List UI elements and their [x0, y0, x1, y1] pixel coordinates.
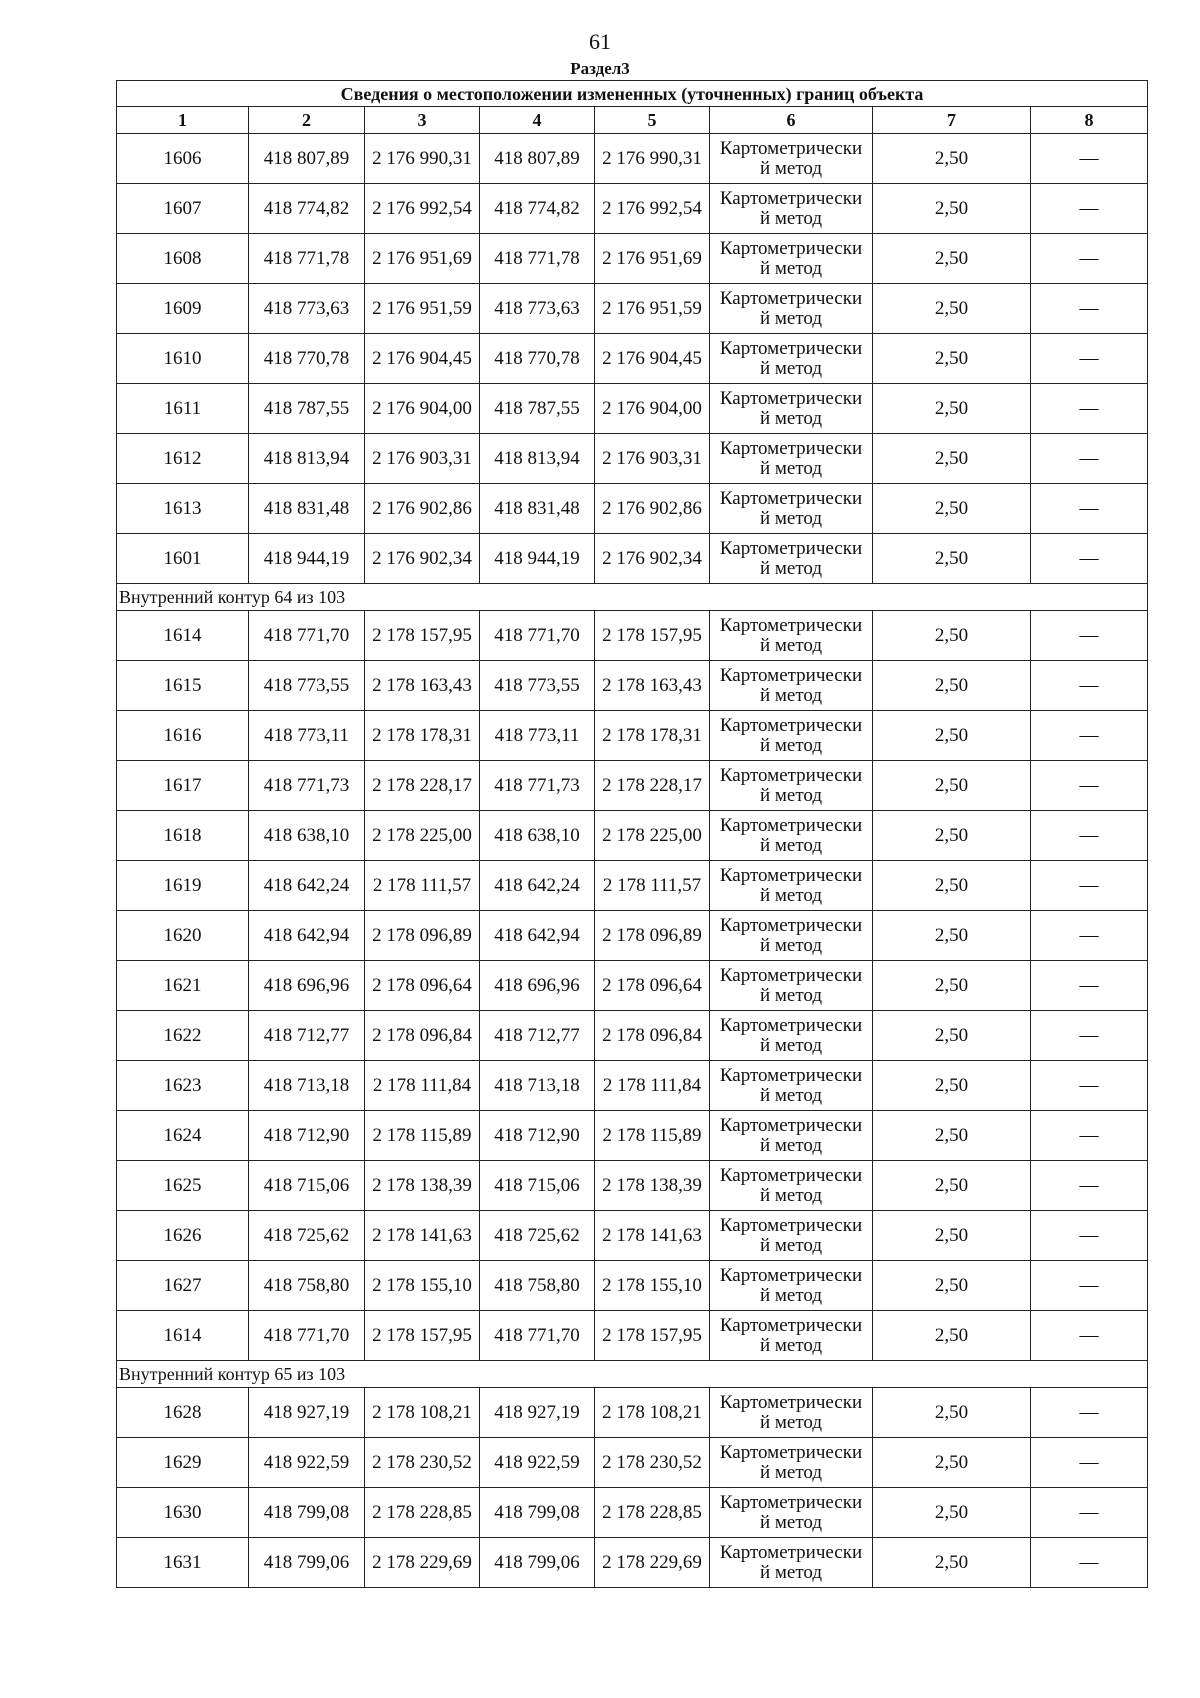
table-cell: 2,50 — [873, 434, 1031, 484]
table-cell: Картометрически й метод — [710, 1011, 873, 1061]
table-cell: 1617 — [117, 761, 249, 811]
table-row — [117, 1161, 1148, 1211]
table-row — [117, 911, 1148, 961]
table-cell: 2 178 108,21 — [365, 1388, 480, 1438]
table-cell: 2,50 — [873, 1261, 1031, 1311]
table-cell: — — [1031, 761, 1148, 811]
table-cell: 418 758,80 — [249, 1261, 365, 1311]
table-cell: 418 638,10 — [480, 811, 595, 861]
table-cell: 418 922,59 — [249, 1438, 365, 1488]
table-cell: 2 178 228,85 — [595, 1488, 710, 1538]
table-cell: 1619 — [117, 861, 249, 911]
table-cell: 2 178 141,63 — [365, 1211, 480, 1261]
table-cell: 2 176 903,31 — [365, 434, 480, 484]
table-cell: Картометрически й метод — [710, 234, 873, 284]
table-row — [117, 1261, 1148, 1311]
table-cell: 418 807,89 — [480, 134, 595, 184]
table-cell: 418 725,62 — [249, 1211, 365, 1261]
table-cell: 2,50 — [873, 961, 1031, 1011]
contour-group-row — [117, 584, 1148, 611]
table-cell: 418 725,62 — [480, 1211, 595, 1261]
table-cell: 2 178 157,95 — [595, 1311, 710, 1361]
table-cell: Картометрически й метод — [710, 1061, 873, 1111]
table-cell: 418 922,59 — [480, 1438, 595, 1488]
table-cell: 2 178 138,39 — [365, 1161, 480, 1211]
table-row — [117, 184, 1148, 234]
table-cell: 418 642,94 — [249, 911, 365, 961]
table-cell: 2 178 111,57 — [365, 861, 480, 911]
table-row — [117, 1111, 1148, 1161]
table-cell: 2 176 990,31 — [365, 134, 480, 184]
table-cell: — — [1031, 434, 1148, 484]
table-caption-row — [117, 81, 1148, 107]
table-cell: 1630 — [117, 1488, 249, 1538]
table-cell: 2 176 951,59 — [365, 284, 480, 334]
table-cell: 418 770,78 — [480, 334, 595, 384]
table-cell: 2 178 111,57 — [595, 861, 710, 911]
column-number: 4 — [480, 107, 595, 134]
table-cell: 418 773,55 — [249, 661, 365, 711]
table-cell: 418 713,18 — [480, 1061, 595, 1111]
table-cell: 418 799,08 — [480, 1488, 595, 1538]
table-cell: Картометрически й метод — [710, 334, 873, 384]
table-cell: — — [1031, 484, 1148, 534]
column-number: 8 — [1031, 107, 1148, 134]
table-cell: 2,50 — [873, 334, 1031, 384]
table-cell: Картометрически й метод — [710, 661, 873, 711]
table-cell: 418 638,10 — [249, 811, 365, 861]
table-cell: 418 771,73 — [480, 761, 595, 811]
table-cell: 418 642,94 — [480, 911, 595, 961]
table-cell: 1613 — [117, 484, 249, 534]
table-cell: 1625 — [117, 1161, 249, 1211]
table-cell: 2,50 — [873, 1161, 1031, 1211]
table-cell: Картометрически й метод — [710, 611, 873, 661]
table-cell: 1610 — [117, 334, 249, 384]
table-cell: 1629 — [117, 1438, 249, 1488]
table-cell: Картометрически й метод — [710, 1211, 873, 1261]
table-cell: 2 176 904,45 — [365, 334, 480, 384]
column-number-row — [117, 107, 1148, 134]
table-cell: — — [1031, 234, 1148, 284]
table-cell: 418 774,82 — [480, 184, 595, 234]
table-cell: 418 831,48 — [249, 484, 365, 534]
table-cell: 418 831,48 — [480, 484, 595, 534]
table-cell: 2,50 — [873, 1438, 1031, 1488]
table-cell: 2 178 157,95 — [365, 611, 480, 661]
table-cell: 2,50 — [873, 284, 1031, 334]
table-cell: 2,50 — [873, 1061, 1031, 1111]
table-row — [117, 961, 1148, 1011]
table-cell: 1624 — [117, 1111, 249, 1161]
table-cell: 2 178 096,64 — [595, 961, 710, 1011]
table-cell: 418 712,90 — [480, 1111, 595, 1161]
table-cell: 2 178 155,10 — [595, 1261, 710, 1311]
table-cell: 418 813,94 — [249, 434, 365, 484]
table-cell: — — [1031, 961, 1148, 1011]
table-cell: 1618 — [117, 811, 249, 861]
table-row — [117, 761, 1148, 811]
table-cell: 418 799,06 — [249, 1538, 365, 1588]
table-row — [117, 611, 1148, 661]
table-cell: — — [1031, 284, 1148, 334]
table-cell: 418 944,19 — [249, 534, 365, 584]
table-cell: 418 758,80 — [480, 1261, 595, 1311]
table-cell: 2,50 — [873, 1311, 1031, 1361]
table-cell: 2,50 — [873, 1011, 1031, 1061]
table-cell: 2 178 157,95 — [595, 611, 710, 661]
table-cell: 2 178 096,89 — [595, 911, 710, 961]
table-cell: 2,50 — [873, 861, 1031, 911]
table-cell: 2 178 230,52 — [595, 1438, 710, 1488]
table-cell: 418 771,78 — [480, 234, 595, 284]
table-cell: 2 178 155,10 — [365, 1261, 480, 1311]
table-cell: — — [1031, 911, 1148, 961]
table-row — [117, 811, 1148, 861]
table-row — [117, 1061, 1148, 1111]
table-cell: — — [1031, 1261, 1148, 1311]
table-cell: 418 774,82 — [249, 184, 365, 234]
table-cell: — — [1031, 611, 1148, 661]
table-cell: 2,50 — [873, 761, 1031, 811]
table-cell: — — [1031, 1538, 1148, 1588]
table-cell: Картометрически й метод — [710, 1111, 873, 1161]
table-cell: — — [1031, 134, 1148, 184]
table-cell: — — [1031, 1011, 1148, 1061]
table-cell: Картометрически й метод — [710, 1261, 873, 1311]
table-cell: 2,50 — [873, 1388, 1031, 1438]
table-cell: Картометрически й метод — [710, 711, 873, 761]
table-cell: 2 178 228,17 — [365, 761, 480, 811]
table-cell: — — [1031, 184, 1148, 234]
table-cell: 418 771,78 — [249, 234, 365, 284]
table-cell: 2,50 — [873, 484, 1031, 534]
table-cell: 418 771,70 — [480, 611, 595, 661]
table-cell: 2 176 902,86 — [595, 484, 710, 534]
table-row — [117, 1311, 1148, 1361]
table-cell: 2 178 108,21 — [595, 1388, 710, 1438]
table-cell: 418 773,11 — [249, 711, 365, 761]
table-caption: Сведения о местоположении измененных (уточненных) границ объекта — [117, 81, 1148, 107]
table-body — [117, 134, 1148, 1588]
table-cell: Картометрически й метод — [710, 1161, 873, 1211]
table-cell: 2 178 225,00 — [365, 811, 480, 861]
table-cell: 2 178 157,95 — [365, 1311, 480, 1361]
column-number: 5 — [595, 107, 710, 134]
table-cell: — — [1031, 1438, 1148, 1488]
table-cell: 2 178 096,84 — [595, 1011, 710, 1061]
table-cell: 418 712,90 — [249, 1111, 365, 1161]
table-cell: 418 712,77 — [249, 1011, 365, 1061]
column-number: 1 — [117, 107, 249, 134]
table-cell: 2 176 951,69 — [595, 234, 710, 284]
table-cell: Картометрически й метод — [710, 384, 873, 434]
table-cell: 2 176 990,31 — [595, 134, 710, 184]
contour-group-label: Внутренний контур 64 из 103 — [117, 584, 1148, 611]
table-cell: 2 176 902,34 — [365, 534, 480, 584]
column-number: 2 — [249, 107, 365, 134]
page-number: 61 — [589, 29, 611, 54]
table-cell: 2 176 903,31 — [595, 434, 710, 484]
column-number: 7 — [873, 107, 1031, 134]
table-cell: 418 927,19 — [249, 1388, 365, 1438]
table-cell: 2,50 — [873, 534, 1031, 584]
table-cell: 2 178 111,84 — [595, 1061, 710, 1111]
table-cell: — — [1031, 534, 1148, 584]
table-cell: Картометрически й метод — [710, 484, 873, 534]
table-cell: 418 696,96 — [480, 961, 595, 1011]
table-cell: — — [1031, 711, 1148, 761]
table-cell: 418 813,94 — [480, 434, 595, 484]
table-cell: — — [1031, 861, 1148, 911]
table-cell: — — [1031, 661, 1148, 711]
table-row — [117, 284, 1148, 334]
table-cell: Картометрически й метод — [710, 284, 873, 334]
table-cell: 2 178 178,31 — [365, 711, 480, 761]
table-cell: Картометрически й метод — [710, 811, 873, 861]
table-cell: 1608 — [117, 234, 249, 284]
table-cell: 2 178 230,52 — [365, 1438, 480, 1488]
table-cell: 2 178 228,85 — [365, 1488, 480, 1538]
table-cell: 418 773,55 — [480, 661, 595, 711]
table-cell: 2,50 — [873, 234, 1031, 284]
table-row — [117, 434, 1148, 484]
table-cell: 2,50 — [873, 611, 1031, 661]
table-cell: 418 771,73 — [249, 761, 365, 811]
table-cell: 1612 — [117, 434, 249, 484]
table-cell: — — [1031, 1111, 1148, 1161]
table-cell: 1607 — [117, 184, 249, 234]
table-cell: 2 178 111,84 — [365, 1061, 480, 1111]
table-row — [117, 861, 1148, 911]
table-cell: Картометрически й метод — [710, 1311, 873, 1361]
table-cell: — — [1031, 1061, 1148, 1111]
table-cell: 2,50 — [873, 1538, 1031, 1588]
table-cell: 2 178 141,63 — [595, 1211, 710, 1261]
contour-group-label: Внутренний контур 65 из 103 — [117, 1361, 1148, 1388]
table-row — [117, 1438, 1148, 1488]
table-cell: — — [1031, 334, 1148, 384]
table-cell: Картометрически й метод — [710, 1538, 873, 1588]
table-cell: 2 178 229,69 — [595, 1538, 710, 1588]
table-cell: 2 176 951,69 — [365, 234, 480, 284]
table-cell: 1627 — [117, 1261, 249, 1311]
table-cell: 1614 — [117, 611, 249, 661]
table-cell: — — [1031, 1211, 1148, 1261]
table-cell: 418 771,70 — [480, 1311, 595, 1361]
contour-group-row — [117, 1361, 1148, 1388]
table-row — [117, 234, 1148, 284]
table-cell: — — [1031, 1311, 1148, 1361]
table-cell: 2 176 904,00 — [595, 384, 710, 434]
section-label: Раздел3 — [570, 59, 630, 78]
table-row — [117, 1011, 1148, 1061]
table-cell: 418 787,55 — [249, 384, 365, 434]
table-cell: 418 715,06 — [480, 1161, 595, 1211]
table-cell: Картометрически й метод — [710, 184, 873, 234]
table-cell: 1628 — [117, 1388, 249, 1438]
table-row — [117, 134, 1148, 184]
table-cell: 1623 — [117, 1061, 249, 1111]
table-cell: 2 176 992,54 — [365, 184, 480, 234]
table-cell: 2 178 096,89 — [365, 911, 480, 961]
table-cell: 418 807,89 — [249, 134, 365, 184]
table-row — [117, 711, 1148, 761]
table-cell: 418 642,24 — [249, 861, 365, 911]
table-cell: 418 771,70 — [249, 1311, 365, 1361]
table-cell: Картометрически й метод — [710, 961, 873, 1011]
table-cell: 2,50 — [873, 184, 1031, 234]
table-cell: Картометрически й метод — [710, 761, 873, 811]
table-cell: 2,50 — [873, 134, 1031, 184]
table-cell: 2 178 225,00 — [595, 811, 710, 861]
table-cell: 1609 — [117, 284, 249, 334]
table-row — [117, 1488, 1148, 1538]
table-cell: — — [1031, 1488, 1148, 1538]
table-cell: 2 178 096,64 — [365, 961, 480, 1011]
table-cell: 2 178 115,89 — [365, 1111, 480, 1161]
table-cell: 418 773,63 — [249, 284, 365, 334]
table-row — [117, 1388, 1148, 1438]
table-cell: 2,50 — [873, 384, 1031, 434]
table-cell: 418 642,24 — [480, 861, 595, 911]
table-cell: — — [1031, 1388, 1148, 1438]
table-cell: 1631 — [117, 1538, 249, 1588]
table-cell: 2 178 096,84 — [365, 1011, 480, 1061]
table-cell: 2,50 — [873, 1111, 1031, 1161]
table-row — [117, 334, 1148, 384]
table-cell: 1616 — [117, 711, 249, 761]
table-cell: 418 770,78 — [249, 334, 365, 384]
table-cell: Картометрически й метод — [710, 134, 873, 184]
table-cell: Картометрически й метод — [710, 1438, 873, 1488]
table-row — [117, 534, 1148, 584]
table-cell: 418 771,70 — [249, 611, 365, 661]
column-number: 6 — [710, 107, 873, 134]
table-row — [117, 1538, 1148, 1588]
table-row — [117, 384, 1148, 434]
table-cell: 418 713,18 — [249, 1061, 365, 1111]
table-cell: 2,50 — [873, 911, 1031, 961]
table-cell: 2,50 — [873, 661, 1031, 711]
table-cell: 1614 — [117, 1311, 249, 1361]
table-cell: 418 715,06 — [249, 1161, 365, 1211]
table-cell: — — [1031, 384, 1148, 434]
table-cell: 2 176 951,59 — [595, 284, 710, 334]
table-cell: 418 944,19 — [480, 534, 595, 584]
table-cell: 418 799,08 — [249, 1488, 365, 1538]
table-cell: 418 773,63 — [480, 284, 595, 334]
table-cell: 418 927,19 — [480, 1388, 595, 1438]
table-cell: 1626 — [117, 1211, 249, 1261]
table-cell: 2,50 — [873, 1211, 1031, 1261]
table-cell: Картометрически й метод — [710, 534, 873, 584]
table-cell: 418 712,77 — [480, 1011, 595, 1061]
table-cell: 2 176 902,86 — [365, 484, 480, 534]
table-cell: Картометрически й метод — [710, 1388, 873, 1438]
table-cell: 2 178 229,69 — [365, 1538, 480, 1588]
table-cell: — — [1031, 1161, 1148, 1211]
table-cell: — — [1031, 811, 1148, 861]
table-cell: 1601 — [117, 534, 249, 584]
table-cell: Картометрически й метод — [710, 911, 873, 961]
table-cell: 1615 — [117, 661, 249, 711]
table-cell: 2 178 178,31 — [595, 711, 710, 761]
table-cell: 2 178 228,17 — [595, 761, 710, 811]
table-cell: Картометрически й метод — [710, 861, 873, 911]
table-cell: 2 176 992,54 — [595, 184, 710, 234]
table-row — [117, 484, 1148, 534]
table-cell: 2 178 163,43 — [595, 661, 710, 711]
table-cell: Картометрически й метод — [710, 1488, 873, 1538]
table-cell: 1606 — [117, 134, 249, 184]
table-cell: 1620 — [117, 911, 249, 961]
column-number: 3 — [365, 107, 480, 134]
table-cell: 418 799,06 — [480, 1538, 595, 1588]
table-cell: 2,50 — [873, 711, 1031, 761]
table-row — [117, 661, 1148, 711]
table-cell: 2,50 — [873, 811, 1031, 861]
table-cell: 2 176 902,34 — [595, 534, 710, 584]
table-cell: 2 176 904,00 — [365, 384, 480, 434]
table-cell: 1621 — [117, 961, 249, 1011]
table-cell: 418 696,96 — [249, 961, 365, 1011]
table-cell: 1611 — [117, 384, 249, 434]
table-cell: 2 176 904,45 — [595, 334, 710, 384]
table-cell: 2,50 — [873, 1488, 1031, 1538]
table-cell: 418 773,11 — [480, 711, 595, 761]
table-cell: 2 178 138,39 — [595, 1161, 710, 1211]
table-cell: 418 787,55 — [480, 384, 595, 434]
table-cell: 1622 — [117, 1011, 249, 1061]
boundary-coordinates-table — [116, 80, 1148, 1588]
table-row — [117, 1211, 1148, 1261]
table-cell: 2 178 115,89 — [595, 1111, 710, 1161]
table-cell: Картометрически й метод — [710, 434, 873, 484]
table-cell: 2 178 163,43 — [365, 661, 480, 711]
